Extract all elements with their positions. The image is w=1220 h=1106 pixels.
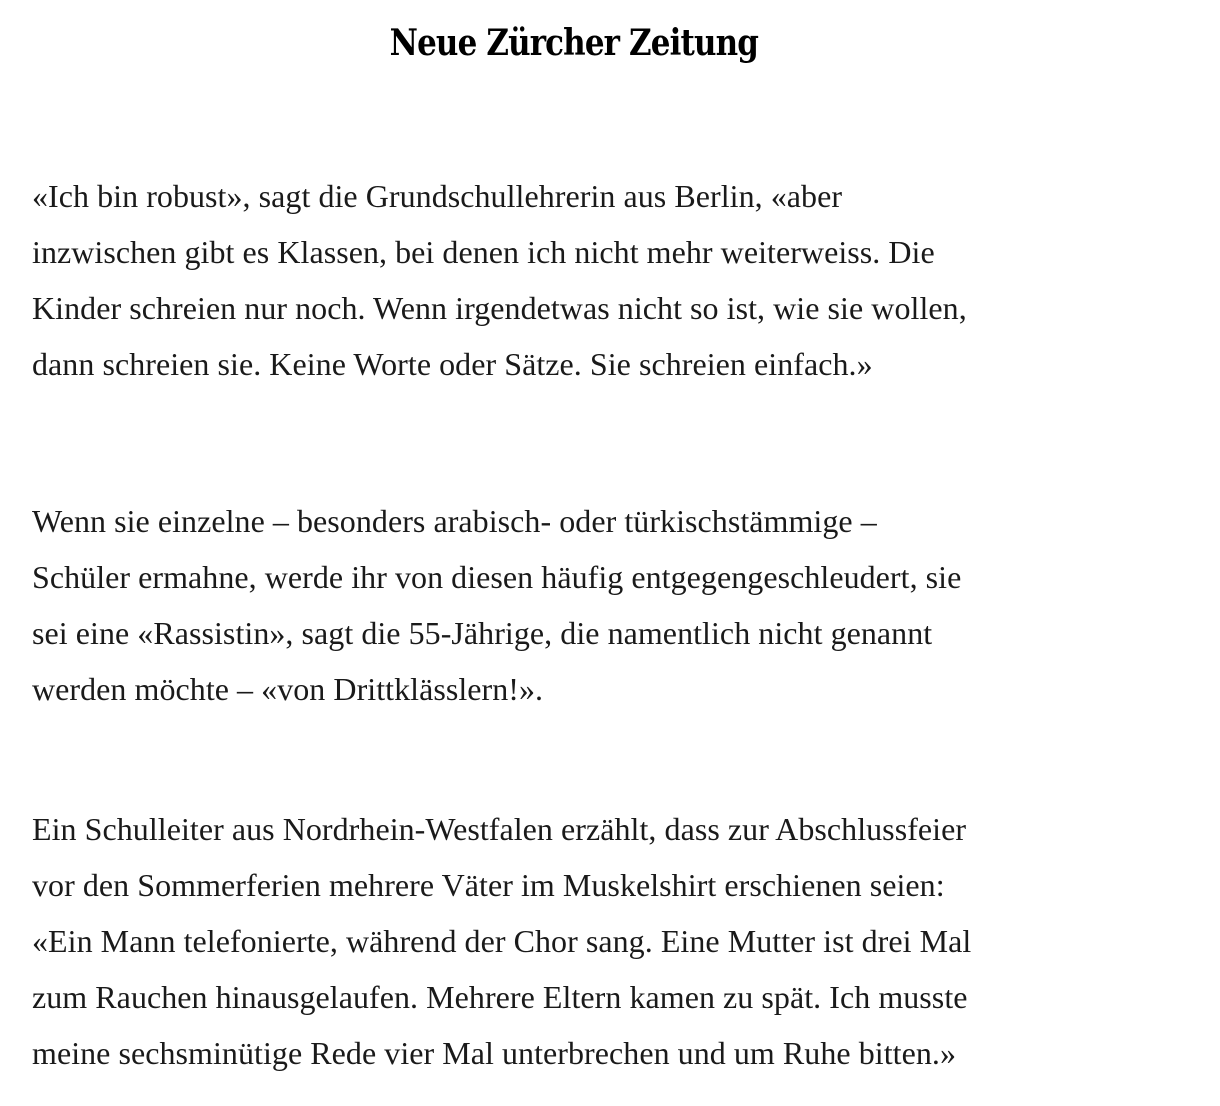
paragraph-line: «Ein Mann telefonierte, während der Chor sang. Eine Mutter ist drei Mal bbox=[32, 923, 972, 959]
paragraph-line: inzwischen gibt es Klassen, bei denen ich nicht mehr weiterweiss. Die bbox=[32, 234, 935, 270]
article-paragraph-3 bbox=[32, 801, 1192, 1081]
paragraph-line: werden möchte – «von Drittklässlern!». bbox=[32, 671, 544, 707]
paragraph-line: Wenn sie einzelne – besonders arabisch- oder türkischstämmige – bbox=[32, 503, 877, 539]
paragraph-line: sei eine «Rassistin», sagt die 55-Jährige, die namentlich nicht genannt bbox=[32, 615, 933, 651]
paragraph-line: Schüler ermahne, werde ihr von diesen häufig entgegengeschleudert, sie bbox=[32, 559, 962, 595]
paragraph-line: zum Rauchen hinausgelaufen. Mehrere Eltern kamen zu spät. Ich musste bbox=[32, 979, 968, 1015]
paragraph-line: Kinder schreien nur noch. Wenn irgendetwas nicht so ist, wie sie wollen, bbox=[32, 290, 967, 326]
newspaper-masthead-logo: Neue Zürcher Zeitung bbox=[389, 22, 759, 64]
paragraph-line: meine sechsminütige Rede vier Mal unterbrechen und um Ruhe bitten.» bbox=[32, 1035, 956, 1071]
paragraph-line: «Ich bin robust», sagt die Grundschullehrerin aus Berlin, «aber bbox=[32, 178, 843, 214]
paragraph-line: dann schreien sie. Keine Worte oder Sätze. Sie schreien einfach.» bbox=[32, 346, 873, 382]
paragraph-line: vor den Sommerferien mehrere Väter im Muskelshirt erschienen seien: bbox=[32, 867, 945, 903]
paragraph-line: Ein Schulleiter aus Nordrhein-Westfalen erzählt, dass zur Abschlussfeier bbox=[32, 811, 967, 847]
article-paragraph-2 bbox=[32, 493, 1192, 717]
article-paragraph-1 bbox=[32, 168, 1192, 392]
